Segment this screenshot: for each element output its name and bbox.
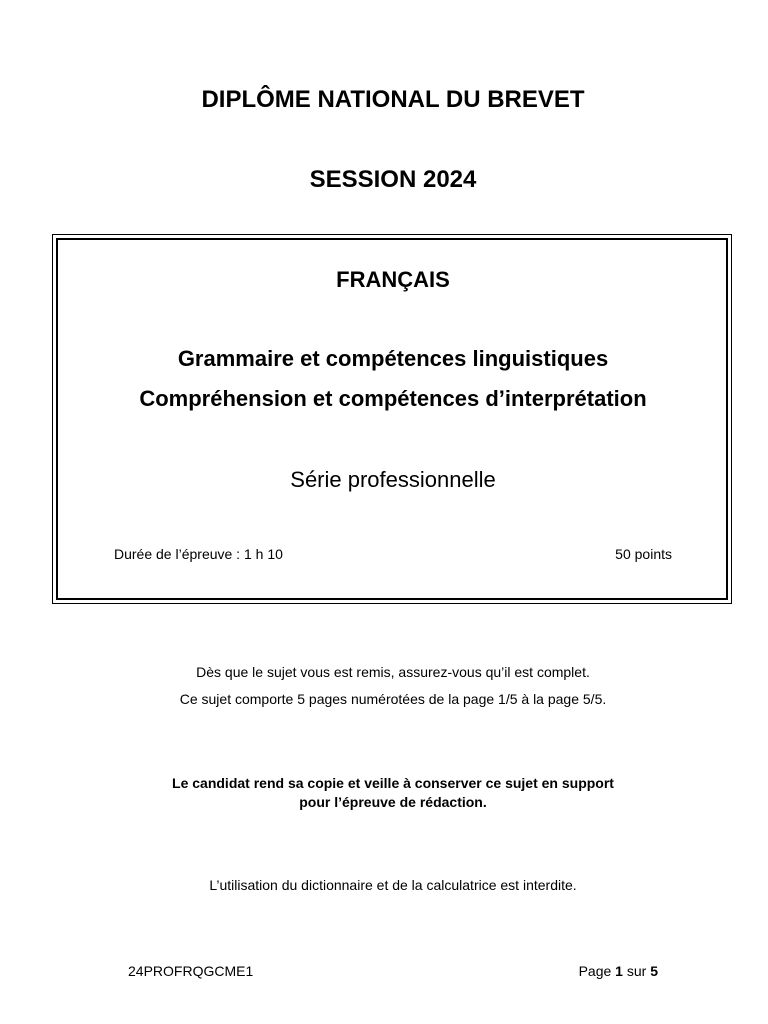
notice-line-2: Ce sujet comporte 5 pages numérotées de la page 1/5 à la page 5/5. xyxy=(179,691,607,707)
page-word: Page xyxy=(578,963,612,979)
exam-part-2: Compréhension et compétences d’interprétation xyxy=(139,386,647,411)
exam-points: 50 points xyxy=(615,546,672,562)
notice-line-1: Dès que le sujet vous est remis, assurez-vous qu’il est complet. xyxy=(196,664,590,680)
page-current: 1 xyxy=(615,963,623,979)
usage-note: L’utilisation du dictionnaire et de la calculatrice est interdite. xyxy=(209,877,577,893)
exam-series: Série professionnelle xyxy=(290,467,496,492)
diploma-title: DIPLÔME NATIONAL DU BREVET xyxy=(201,86,585,113)
session-title: SESSION 2024 xyxy=(309,166,477,193)
subject-name: FRANÇAIS xyxy=(336,267,450,292)
footer-page-number xyxy=(579,963,658,979)
page-separator: sur xyxy=(626,963,647,979)
warning-line-2: pour l’épreuve de rédaction. xyxy=(299,794,487,810)
exam-duration: Durée de l’épreuve : 1 h 10 xyxy=(114,546,283,562)
warning-line-1: Le candidat rend sa copie et veille à conserver ce sujet en support xyxy=(172,775,614,791)
footer-subject-code: 24PROFRQGCME1 xyxy=(128,963,254,979)
exam-part-1: Grammaire et compétences linguistiques xyxy=(177,346,609,371)
page-total: 5 xyxy=(650,963,658,979)
